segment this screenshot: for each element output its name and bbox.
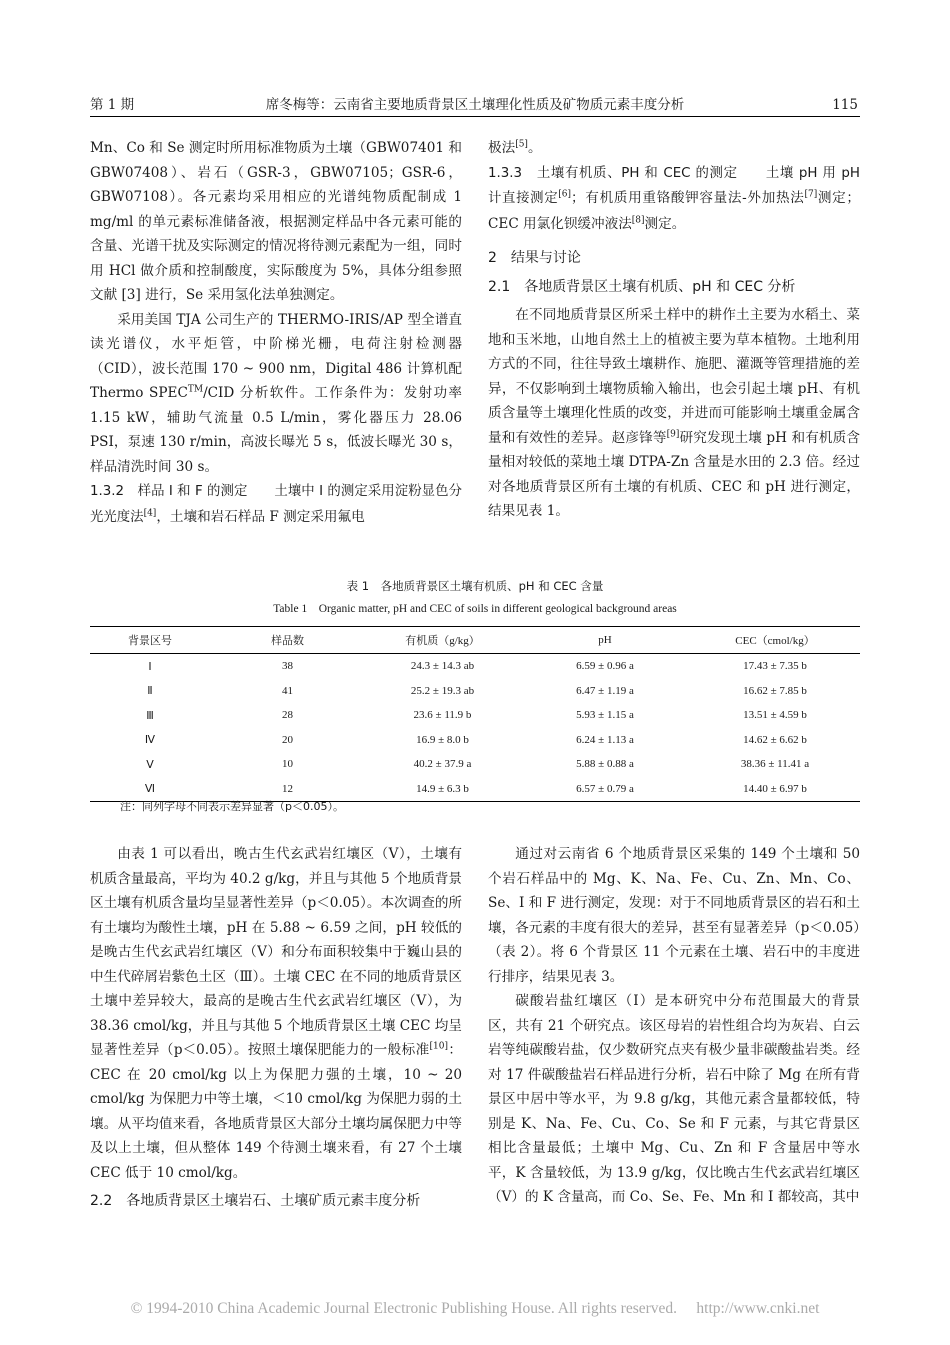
upper-left-column (90, 136, 462, 530)
section-heading-2-2: 2.2 各地质背景区土壤岩石、土壤矿质元素丰度分析 (90, 1193, 421, 1209)
table-cell: 41 (282, 684, 293, 697)
table-cell: 16.62 ± 7.85 b (743, 684, 807, 697)
table-caption-en: Table 1 Organic matter, pH and CEC of soils in different geological background areas (273, 603, 677, 615)
paragraph: 在不同地质背景区所采土样中的耕作土主要为水稻土、菜地和玉米地，山地自然土上的植被主要为草本植物。土地利用方式的不同，往往导致土壤耕作、施肥、灌溉等管理措施的差异，不仅影响到土壤物质输入输出，也会引起土壤 pH、有机质含量等土壤理化性质的改变，并进而可能影响土壤重金属含量和有效性的差异。赵彦锋等[9]研究发现土壤 pH 和有机质含量相对较低的菜地土壤 DTPA-Zn 含量是水田的 2.3 倍。经过对各地质背景区所有土壤的有机质、CEC 和 pH 进行测定，结果见表 1。 (488, 307, 861, 519)
table-cell: Ⅴ (146, 758, 154, 771)
table-caption-cn: 表 1 各地质背景区土壤有机质、pH 和 CEC 含量 (346, 579, 604, 593)
table-cell: 10 (282, 758, 293, 771)
table-row (90, 728, 860, 753)
table-cell: 24.3 ± 14.3 ab (410, 660, 475, 673)
table-cell: 6.47 ± 1.19 a (576, 684, 634, 697)
table-cell: 14.40 ± 6.97 b (690, 777, 860, 802)
column-header: 背景区号 (90, 627, 210, 654)
table-cell: Ⅱ (147, 685, 153, 698)
column-header: 有机质（g/kg） (365, 627, 520, 654)
column-header: 样品数 (210, 627, 365, 654)
table-row (90, 703, 860, 728)
table-cell: 17.43 ± 7.35 b (743, 660, 807, 673)
lower-left-column (90, 842, 462, 1218)
table-cell: 5.93 ± 1.15 a (576, 709, 634, 722)
table-cell: 25.2 ± 19.3 ab (410, 684, 475, 697)
citation[interactable]: [4] (143, 507, 157, 518)
paragraph: 通过对云南省 6 个地质背景区采集的 149 个土壤和 50 个岩石样品中的 Mg、K、Na、Fe、Cu、Zn、Mn、Co、Se、I 和 F 进行测定，发现：对于不同地质背景区的岩石和土壤，各元素的丰度有很大的差异，甚至有显著差异（p＜0.05）（表 2）。将 6 个背景区 11 个元素在土壤、岩石中的丰度进行排序，结果见表 3。 (488, 846, 861, 985)
table-cell: 5.88 ± 0.88 a (576, 758, 634, 771)
table-cell: 14.62 ± 6.62 b (743, 733, 807, 746)
running-header (90, 94, 860, 117)
citation[interactable]: [7] (804, 189, 818, 200)
column-header: pH (520, 627, 690, 654)
paragraph: 采用美国 TJA 公司生产的 THERMO-IRIS/AP 型全谱直读光谱仪，水平炬管，中阶梯光栅，电荷注射检测器（CID），波长范围 170 ~ 900 nm，Digital 486 计算机配 Thermo SPEC™/CID 分析软件。工作条件为：发射功率 1.15 kW，辅助气流量 0.5 L/min，雾化器压力 28.06 PSI，泵速 130 r/min，高波长曝光 5 s，低波长曝光 30 s，样品清洗时间 30 s。 (90, 311, 462, 475)
table-cell: 28 (282, 709, 293, 722)
subsection-1-3-2: 1.3.2 样品 I 和 F 的测定 土壤中 I 的测定采用淀粉显色分光光度法[4]，土壤和岩石样品 F 测定采用氟电 (90, 484, 462, 525)
issue-label: 第 1 期 (90, 97, 135, 113)
paragraph: 由表 1 可以看出，晚古生代玄武岩红壤区（Ⅴ），土壤有机质含量最高，平均为 40.2 g/kg，并且与其他 5 个地质背景区土壤有机质含量均呈显著性差异（p＜0.05）。本次调查的所有土壤均为酸性土壤，pH 在 5.88 ~ 6.59 之间，pH 较低的是晚古生代玄武岩红壤区（Ⅴ）和分布面积较集中于巍山县的中生代碎屑岩紫色土区（Ⅲ）。土壤 CEC 在不同的地质背景区土壤中差异较大，最高的是晚古生代玄武岩红壤区（Ⅴ），为 38.36 cmol/kg，并且与其他 5 个地质背景区土壤 CEC 均呈显著性差异（p＜0.05）。按照土壤保肥能力的一般标准[10]：CEC 在 20 cmol/kg 以上为保肥力强的土壤，10 ~ 20 cmol/kg 为保肥力中等土壤，＜10 cmol/kg 为保肥力弱的土壤。从平均值来看，各地质背景区大部分土壤均属保肥力中等及以上土壤，但从整体 149 个待测土壤来看，有 27 个土壤 CEC 低于 10 cmol/kg。 (90, 846, 463, 1181)
section-heading-2-1: 2.1 各地质背景区土壤有机质、pH 和 CEC 分析 (488, 278, 796, 295)
citation[interactable]: [5] (515, 139, 528, 150)
table-row (90, 654, 860, 679)
citation[interactable]: [10] (429, 1041, 449, 1052)
citation[interactable]: [9] (666, 428, 680, 439)
citation[interactable]: [6] (558, 189, 572, 200)
table-1 (90, 626, 860, 802)
running-title: 席冬梅等：云南省主要地质背景区土壤理化性质及矿物质元素丰度分析 (265, 97, 685, 113)
table-cell: 14.9 ± 6.3 b (365, 777, 520, 802)
table-cell: 38 (282, 660, 293, 673)
table-note: 注：同列字母不同表示差异显著（p＜0.05）。 (120, 800, 344, 813)
trademark-mark: TM (187, 384, 204, 395)
section-heading-2: 2 结果与讨论 (488, 250, 581, 266)
table-cell: Ⅳ (144, 734, 156, 747)
table-cell: Ⅰ (148, 660, 152, 673)
table-cell: 6.59 ± 0.96 a (576, 660, 634, 673)
table-header-row (90, 627, 860, 654)
table-row (90, 752, 860, 777)
table-cell: 38.36 ± 11.41 a (740, 758, 810, 771)
table-row (90, 679, 860, 704)
table-cell: 23.6 ± 11.9 b (413, 709, 472, 722)
table-cell: Ⅲ (146, 709, 154, 722)
citation[interactable]: [8] (631, 214, 645, 225)
table-cell: 12 (210, 777, 365, 802)
table-cell: Ⅵ (90, 777, 210, 802)
table-cell: 13.51 ± 4.59 b (743, 709, 807, 722)
page-number: 115 (832, 97, 858, 113)
paragraph: 碳酸岩盐红壤区（Ⅰ）是本研究中分布范围最大的背景区，共有 21 个研究点。该区母岩的岩性组合均为灰岩、白云岩等纯碳酸岩盐，仅少数研究点夹有极少量非碳酸盐岩类。经对 17 件碳酸盐岩石样品进行分析，岩石中除了 Mg 在所有背景区中居中等水平，为 9.8 g/kg，其他元素含量都较低，特别是 K、Na、Fe、Cu、Co、Se 和 F 元素，与其它背景区相比含量最低；土壤中 Mg、Cu、Zn 和 F 含量居中等水平，K 含量较低，为 13.9 g/kg，仅比晚古生代玄武岩红壤区（Ⅴ）的 K 含量高，而 Co、Se、Fe、Mn 和 I 都较高，其中 (488, 993, 860, 1205)
table-cell: 20 (282, 733, 293, 746)
table-cell: 40.2 ± 37.9 a (413, 758, 472, 771)
paragraph: Mn、Co 和 Se 测定时所用标准物质为土壤（GBW07401 和 GBW07408）、岩石（GSR-3，GBW07105；GSR-6，GBW07108）。各元素均采用相应的光谱纯物质配制成 1 mg/ml 的单元素标准储备液，根据测定样品中各元素可能的含量、光谱干扰及实际测定的情况将待测元素配为一组，同时用 HCl 做介质和控制酸度，实际酸度为 5%，具体分组参照文献 [3] 进行，Se 采用氢化法单独测定。 (90, 140, 462, 303)
lower-right-column (488, 842, 860, 1210)
table-cell: 16.9 ± 8.0 b (416, 733, 469, 746)
upper-right-column (488, 136, 860, 524)
copyright-footer: © 1994-2010 China Academic Journal Electronic Publishing House. All rights reserved. http://www.cnki.net (130, 1300, 820, 1317)
column-header: CEC（cmol/kg） (690, 627, 860, 654)
table-cell: 6.24 ± 1.13 a (576, 733, 634, 746)
subsection-1-3-3: 1.3.3 土壤有机质、PH 和 CEC 的测定 土壤 pH 用 pH 计直接测定[6]；有机质用重铬酸钾容量法-外加热法[7]测定；CEC 用氯化钡缓冲液法[8]测定。 (488, 165, 861, 232)
table-cell: 6.57 ± 0.79 a (520, 777, 690, 802)
paragraph: 极法[5]。 (488, 139, 542, 156)
